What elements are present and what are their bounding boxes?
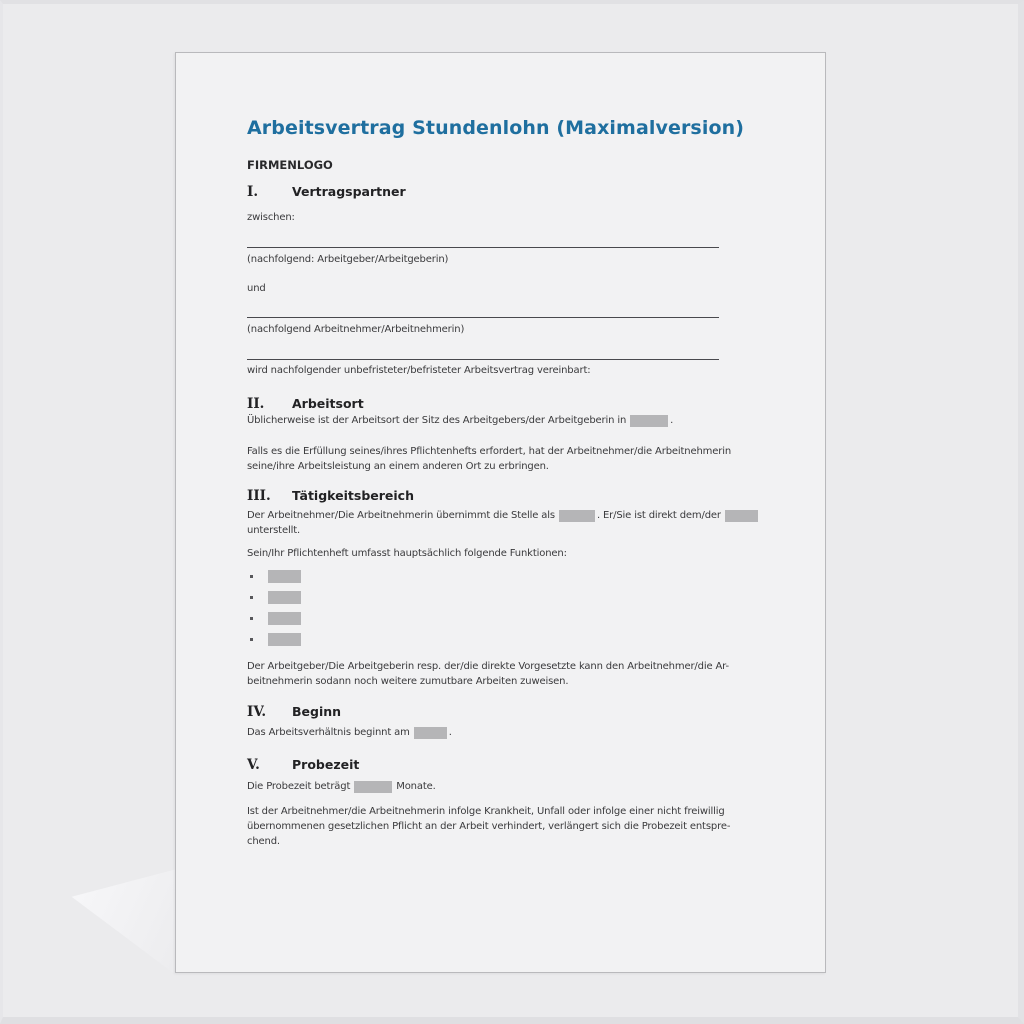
list-item — [247, 590, 767, 604]
bullet-marker-icon — [250, 596, 253, 599]
connector-text: und — [247, 283, 266, 294]
text-segment: unterstellt. — [247, 525, 300, 536]
redacted-placeholder — [630, 415, 668, 427]
employer-note: (nachfolgend: Arbeitgeber/Arbeitgeberin) — [247, 254, 449, 265]
text-segment: Üblicherweise ist der Arbeitsort der Sitz des Arbeitgebers/der Arbeitgeberin in — [247, 415, 627, 426]
probezeit-verlaengerung-paragraph: Ist der Arbeitnehmer/die Arbeitnehmerin infolge Krankheit, Unfall oder infolge einer nicht freiwillig übernommenen gesetzlichen Pflicht an der Arbeit verhindert, verlängert sich die Probezeit entspre- chend. — [247, 806, 731, 847]
arbeitsort-paragraph-2: Falls es die Erfüllung seines/ihres Pflichtenhefts erfordert, hat der Arbeitnehmer/die Arbeitnehmerin seine/ihre Arbeitsleistung an einem anderen Ort zu erbringen. — [247, 446, 732, 472]
probezeit-paragraph — [247, 779, 767, 794]
list-item — [247, 632, 767, 646]
redacted-placeholder — [268, 591, 301, 604]
bullet-marker-icon — [250, 638, 253, 641]
section-label: Beginn — [292, 704, 342, 719]
text-segment: Das Arbeitsverhältnis beginnt am — [247, 727, 410, 738]
beginn-paragraph — [247, 725, 767, 740]
employee-note: (nachfolgend Arbeitnehmer/Arbeitnehmerin) — [247, 324, 465, 335]
section-numeral: II. — [247, 396, 265, 412]
section-label: Tätigkeitsbereich — [292, 488, 414, 503]
contract-content — [247, 116, 767, 849]
section-numeral: V. — [247, 757, 260, 773]
text-segment: Die Probezeit beträgt — [247, 781, 351, 792]
section-heading-taetigkeitsbereich — [247, 488, 767, 504]
list-item — [247, 569, 767, 583]
section-numeral: III. — [247, 488, 271, 504]
bullet-marker-icon — [250, 617, 253, 620]
document-title: Arbeitsvertrag Stundenlohn (Maximalversion) — [247, 117, 745, 139]
function-list — [247, 569, 767, 646]
section-heading-vertragspartner — [247, 184, 767, 200]
fill-in-line-extra — [247, 359, 719, 360]
text-segment: . — [448, 727, 452, 738]
list-item — [247, 611, 767, 625]
redacted-placeholder — [414, 727, 447, 739]
bullet-marker-icon — [250, 575, 253, 578]
redacted-placeholder — [725, 510, 758, 522]
section-label: Arbeitsort — [292, 396, 364, 411]
section-label: Vertragspartner — [292, 184, 406, 199]
section-heading-probezeit — [247, 757, 767, 773]
pflichtenheft-paragraph: Sein/Ihr Pflichtenheft umfasst hauptsächlich folgende Funktionen: — [247, 548, 567, 559]
section-numeral: I. — [247, 184, 259, 200]
redacted-placeholder — [559, 510, 595, 522]
redacted-placeholder — [268, 633, 301, 646]
redacted-placeholder — [268, 570, 301, 583]
text-segment: . — [670, 415, 674, 426]
agreement-closing-text: wird nachfolgender unbefristeter/befristeter Arbeitsvertrag vereinbart: — [247, 365, 591, 376]
fill-in-line-employer — [247, 247, 719, 248]
section-heading-arbeitsort — [247, 396, 767, 412]
contract-page — [175, 52, 826, 973]
section-heading-beginn — [247, 704, 767, 720]
section-numeral: IV. — [247, 704, 267, 720]
company-logo-placeholder: FIRMENLOGO — [247, 158, 333, 172]
text-segment: Monate. — [396, 781, 436, 792]
intro-text: zwischen: — [247, 212, 295, 223]
redacted-placeholder — [268, 612, 301, 625]
section-label: Probezeit — [292, 757, 360, 772]
arbeitsort-paragraph — [247, 413, 767, 428]
text-segment: . Er/Sie ist direkt dem/der — [596, 510, 721, 521]
redacted-placeholder — [354, 781, 392, 793]
text-segment: Der Arbeitnehmer/Die Arbeitnehmerin übernimmt die Stelle als — [247, 510, 555, 521]
page-corner-light-wedge — [60, 860, 176, 975]
fill-in-line-employee — [247, 317, 719, 318]
stelle-paragraph — [247, 508, 767, 538]
weitere-arbeiten-paragraph: Der Arbeitgeber/Die Arbeitgeberin resp. der/die direkte Vorgesetzte kann den Arbeitnehmer/die Ar- beitnehmerin sodann noch weitere zumutbare Arbeiten zuweisen. — [247, 661, 729, 687]
